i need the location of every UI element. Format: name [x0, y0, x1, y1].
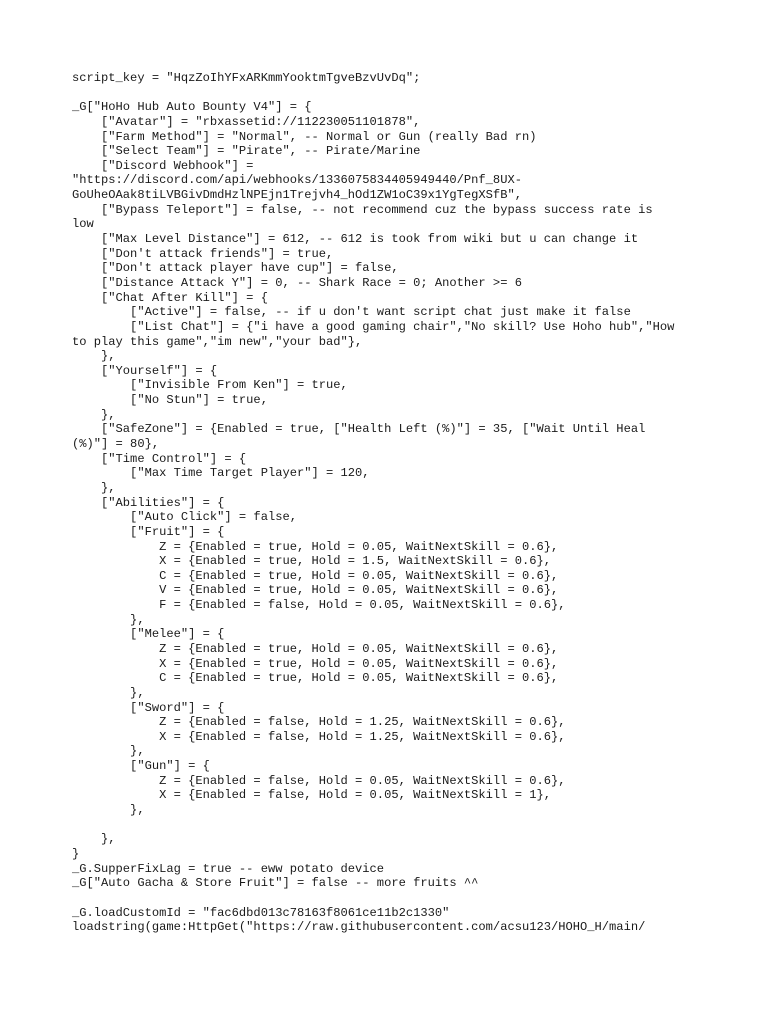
code-line: },	[72, 744, 145, 759]
code-line: ["Max Time Target Player"] = 120,	[72, 466, 370, 481]
code-line: ["Active"] = false, -- if u don't want script chat just make it false	[72, 305, 631, 320]
code-line	[72, 891, 712, 906]
code-line: _G.SupperFixLag = true -- eww potato device	[72, 861, 385, 876]
code-line: ["Fruit"] = {	[72, 524, 225, 539]
code-line	[72, 818, 712, 833]
code-line	[72, 86, 712, 101]
code-line: },	[72, 480, 116, 495]
code-line: ["Bypass Teleport"] = false, -- not recommend cuz the bypass success rate is	[72, 202, 653, 217]
code-line: },	[72, 349, 116, 364]
code-line: ["Melee"] = {	[72, 627, 225, 642]
code-line: ["Farm Method"] = "Normal", -- Normal or Gun (really Bad rn)	[72, 129, 537, 144]
code-line: Z = {Enabled = true, Hold = 0.05, WaitNextSkill = 0.6},	[72, 539, 559, 554]
code-line: ["Auto Click"] = false,	[72, 510, 297, 525]
code-line: ["SafeZone"] = {Enabled = true, ["Health Left (%)"] = 35, ["Wait Until Heal	[72, 422, 646, 437]
code-line: },	[72, 612, 145, 627]
code-line: Z = {Enabled = false, Hold = 0.05, WaitNextSkill = 0.6},	[72, 773, 566, 788]
code-line: ["Invisible From Ken"] = true,	[72, 378, 348, 393]
code-line: },	[72, 407, 116, 422]
code-line: X = {Enabled = false, Hold = 0.05, WaitNextSkill = 1},	[72, 788, 551, 803]
code-line: ["Distance Attack Y"] = 0, -- Shark Race = 0; Another >= 6	[72, 275, 522, 290]
code-line: ["Yourself"] = {	[72, 363, 218, 378]
code-line: },	[72, 832, 116, 847]
code-line: _G["Auto Gacha & Store Fruit"] = false -- more fruits ^^	[72, 876, 479, 891]
code-line: C = {Enabled = true, Hold = 0.05, WaitNextSkill = 0.6},	[72, 671, 559, 686]
code-line: C = {Enabled = true, Hold = 0.05, WaitNextSkill = 0.6},	[72, 568, 559, 583]
code-line: F = {Enabled = false, Hold = 0.05, WaitNextSkill = 0.6},	[72, 598, 566, 613]
code-line: "https://discord.com/api/webhooks/1336075834405949440/Pnf_8UX-	[72, 173, 522, 188]
code-line: X = {Enabled = true, Hold = 1.5, WaitNextSkill = 0.6},	[72, 554, 551, 569]
code-line: loadstring(game:HttpGet("https://raw.githubusercontent.com/acsu123/HOHO_H/main/	[72, 920, 646, 935]
code-line: ["Gun"] = {	[72, 759, 210, 774]
script-text-block	[72, 71, 712, 935]
code-line: ["Don't attack player have cup"] = false,	[72, 261, 399, 276]
code-line: },	[72, 685, 145, 700]
code-line: (%)"] = 80},	[72, 437, 160, 452]
code-line: _G["HoHo Hub Auto Bounty V4"] = {	[72, 100, 312, 115]
code-line: GoUheOAak8tiLVBGivDmdHzlNPEjn1Trejvh4_hOd1ZW1oC39x1YgTegXSfB",	[72, 188, 522, 203]
code-line: ["List Chat"] = {"i have a good gaming chair","No skill? Use Hoho hub","How	[72, 319, 675, 334]
code-line: low	[72, 217, 94, 232]
code-line: },	[72, 803, 145, 818]
code-line: ["Abilities"] = {	[72, 495, 225, 510]
code-line: X = {Enabled = false, Hold = 1.25, WaitNextSkill = 0.6},	[72, 729, 566, 744]
code-line: ["Max Level Distance"] = 612, -- 612 is took from wiki but u can change it	[72, 232, 639, 247]
code-line: Z = {Enabled = false, Hold = 1.25, WaitNextSkill = 0.6},	[72, 715, 566, 730]
code-line: ["Time Control"] = {	[72, 451, 247, 466]
code-line: ["Sword"] = {	[72, 700, 225, 715]
code-line: _G.loadCustomId = "fac6dbd013c78163f8061ce11b2c1330"	[72, 905, 450, 920]
code-line: V = {Enabled = true, Hold = 0.05, WaitNextSkill = 0.6},	[72, 583, 559, 598]
code-line: X = {Enabled = true, Hold = 0.05, WaitNextSkill = 0.6},	[72, 656, 559, 671]
code-line: to play this game","im new","your bad"},	[72, 334, 363, 349]
code-line: ["Chat After Kill"] = {	[72, 290, 268, 305]
code-line: ["Discord Webhook"] =	[72, 158, 254, 173]
code-line: ["No Stun"] = true,	[72, 393, 268, 408]
code-line: ["Avatar"] = "rbxassetid://112230051101878",	[72, 114, 421, 129]
code-line: script_key = "HqzZoIhYFxARKmmYooktmTgveBzvUvDq";	[72, 71, 421, 85]
code-line: ["Don't attack friends"] = true,	[72, 246, 334, 261]
code-line: ["Select Team"] = "Pirate", -- Pirate/Marine	[72, 144, 421, 159]
code-line: }	[72, 846, 80, 861]
code-line: Z = {Enabled = true, Hold = 0.05, WaitNextSkill = 0.6},	[72, 641, 559, 656]
